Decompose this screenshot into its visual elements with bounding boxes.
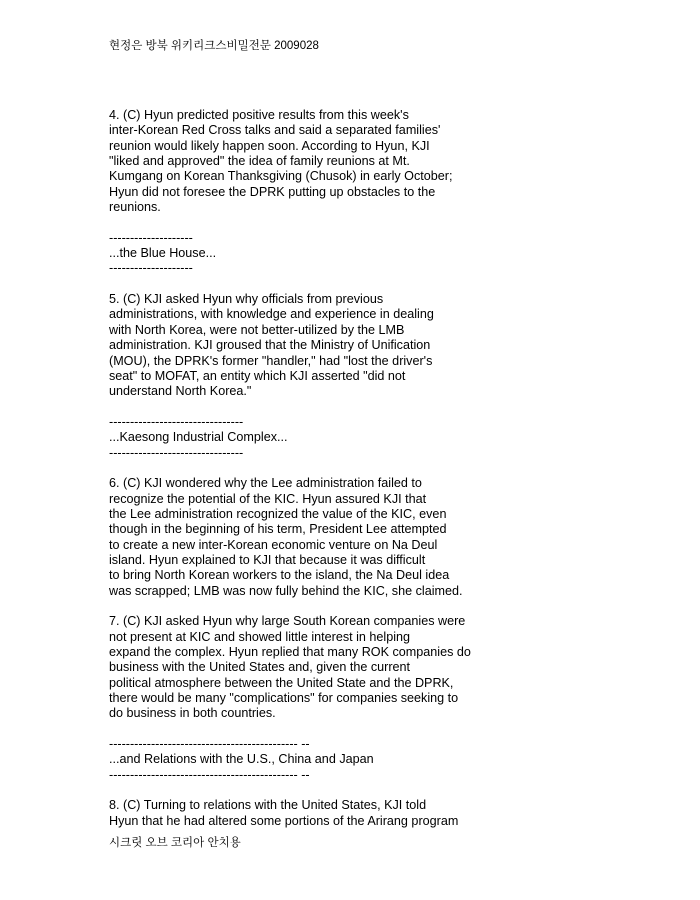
block-spacer	[109, 215, 629, 230]
text-line: 8. (C) Turning to relations with the United States, KJI told	[109, 798, 427, 813]
paragraph-6	[109, 476, 629, 599]
block-spacer	[109, 400, 629, 415]
text-line: reunions.	[109, 200, 161, 215]
block-spacer	[109, 599, 629, 614]
text-line: business with the United States and, given the current	[109, 660, 411, 675]
text-line: seat" to MOFAT, an entity which KJI asserted "did not	[109, 368, 406, 383]
heading-line: --------------------	[109, 230, 193, 245]
text-line: 4. (C) Hyun predicted positive results from this week's	[109, 108, 409, 122]
text-line: island. Hyun explained to KJI that because it was difficult	[109, 552, 426, 567]
text-line: understand North Korea."	[109, 384, 252, 399]
heading-line: --------------------------------------------- --	[109, 737, 310, 752]
section-heading-relations	[109, 737, 629, 783]
page-footer: 시크릿 오브 코리아 안치용	[109, 837, 241, 849]
text-line: do business in both countries.	[109, 706, 276, 721]
heading-line: --------------------------------	[109, 414, 244, 429]
paragraph-8	[109, 798, 629, 829]
text-line: the Lee administration recognized the value of the KIC, even	[109, 506, 447, 521]
document-body	[109, 108, 629, 829]
text-line: 7. (C) KJI asked Hyun why large South Korean companies were	[109, 614, 466, 629]
text-line: to bring North Korean workers to the island, the Na Deul idea	[109, 568, 450, 583]
text-line: though in the beginning of his term, President Lee attempted	[109, 522, 447, 537]
text-line: was scrapped; LMB was now fully behind the KIC, she claimed.	[109, 583, 463, 598]
text-line: reunion would likely happen soon. According to Hyun, KJI	[109, 138, 430, 153]
text-line: inter-Korean Red Cross talks and said a separated families'	[109, 123, 441, 138]
text-line: administrations, with knowledge and experience in dealing	[109, 307, 434, 322]
text-line: there would be many "complications" for companies seeking to	[109, 691, 459, 706]
text-line: Kumgang on Korean Thanksgiving (Chusok) in early October;	[109, 169, 453, 184]
text-line: 5. (C) KJI asked Hyun why officials from previous	[109, 292, 384, 307]
text-line: with North Korea, were not better-utilized by the LMB	[109, 322, 405, 337]
text-line: political atmosphere between the United State and the DPRK,	[109, 675, 454, 690]
text-line: (MOU), the DPRK's former "handler," had "lost the driver's	[109, 353, 433, 368]
heading-line: ...the Blue House...	[109, 246, 217, 261]
heading-line: ...and Relations with the U.S., China and Japan	[109, 752, 374, 767]
block-spacer	[109, 722, 629, 737]
text-line: administration. KJI groused that the Ministry of Unification	[109, 338, 431, 353]
text-line: Hyun did not foresee the DPRK putting up obstacles to the	[109, 184, 436, 199]
block-spacer	[109, 783, 629, 798]
text-line: Hyun that he had altered some portions of the Arirang program	[109, 813, 459, 828]
heading-line: --------------------------------	[109, 445, 244, 460]
section-heading-blue-house	[109, 231, 629, 277]
text-line: "liked and approved" the idea of family reunions at Mt.	[109, 154, 410, 169]
text-line: to create a new inter-Korean economic venture on Na Deul	[109, 537, 438, 552]
heading-line: --------------------	[109, 261, 193, 276]
paragraph-4	[109, 108, 629, 215]
paragraph-5	[109, 292, 629, 399]
paragraph-7	[109, 614, 629, 721]
page-header: 현정은 방북 위키리크스비밀전문 2009028	[109, 40, 319, 52]
section-heading-kaesong	[109, 415, 629, 461]
text-line: 6. (C) KJI wondered why the Lee administration failed to	[109, 476, 422, 491]
block-spacer	[109, 277, 629, 292]
text-line: recognize the potential of the KIC. Hyun assured KJI that	[109, 491, 427, 506]
text-line: expand the complex. Hyun replied that many ROK companies do	[109, 645, 471, 660]
heading-line: --------------------------------------------- --	[109, 767, 310, 782]
block-spacer	[109, 461, 629, 476]
text-line: not present at KIC and showed little interest in helping	[109, 629, 411, 644]
heading-line: ...Kaesong Industrial Complex...	[109, 430, 288, 445]
